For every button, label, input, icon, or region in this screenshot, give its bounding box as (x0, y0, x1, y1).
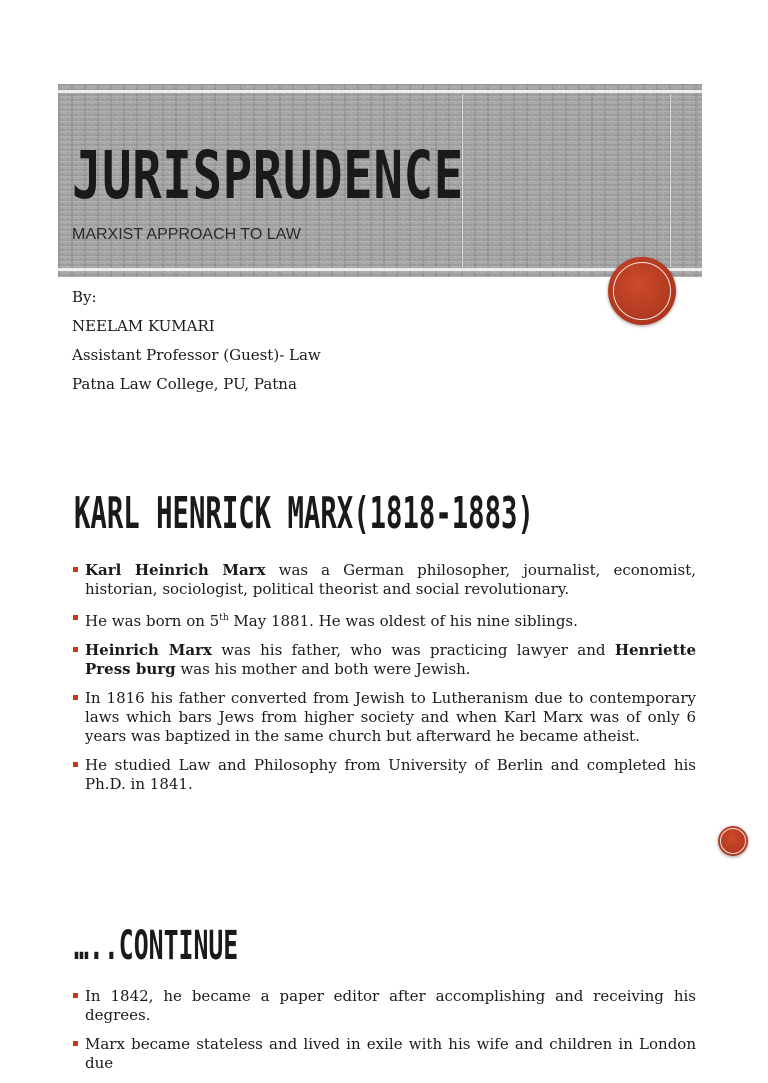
list-item-text: May 1881. He was oldest of his nine siblings. (228, 612, 578, 630)
list-item (72, 756, 696, 794)
banner-stripe-top (58, 90, 702, 93)
slide-title: JURISPRUDENCE (72, 137, 464, 214)
author-by-label: By: (72, 288, 97, 306)
list-item (72, 641, 696, 679)
bullet-list (72, 561, 696, 804)
list-item (72, 1035, 696, 1073)
bold-name: Karl Heinrich Marx (85, 561, 266, 579)
bullet-icon (73, 1041, 78, 1046)
banner-stripe-bottom (58, 268, 702, 271)
bold-name: Heinrich Marx (85, 641, 212, 659)
list-item (72, 561, 696, 599)
list-item (72, 987, 696, 1025)
bullet-icon (73, 647, 78, 652)
list-item-text: Marx became stateless and lived in exile with his wife and children in London due (85, 1035, 696, 1072)
list-item-text: In 1816 his father converted from Jewish to Lutheranism due to contemporary laws which bars Jews from higher society and when Karl Marx was of only 6 years was baptized in the same church but afterward he became atheist. (85, 689, 696, 745)
bullet-icon (73, 762, 78, 767)
bullet-icon (73, 615, 78, 620)
list-item-text: He was born on 5 (85, 612, 220, 630)
list-item (72, 689, 696, 746)
author-block (72, 283, 321, 399)
author-institution: Patna Law College, PU, Patna (72, 375, 297, 393)
list-item-text: In 1842, he became a paper editor after accomplishing and receiving his degrees. (85, 987, 696, 1024)
bold-name: Henriette Press burg (85, 641, 696, 678)
bullet-icon (73, 695, 78, 700)
bullet-icon (73, 567, 78, 572)
author-name: NEELAM KUMARI (72, 317, 215, 335)
list-item-text: was his mother and both were Jewish. (175, 660, 471, 678)
slide-subtitle: MARXIST APPROACH TO LAW (72, 226, 301, 243)
bullet-list (72, 987, 696, 1083)
decorative-circle-icon (718, 826, 748, 856)
section-heading-marx: KARL HENRICK MARX(1818-1883) (74, 488, 534, 539)
banner-divider (670, 94, 671, 267)
superscript: th (219, 613, 229, 623)
section-heading-continue: …..CONTINUE (74, 923, 239, 969)
list-item-text: was his father, who was practicing lawyer and (211, 641, 615, 659)
author-designation: Assistant Professor (Guest)- Law (72, 346, 321, 364)
list-item-text: was a German philosopher, journalist, economist, historian, sociologist, political theorist and social revolutionary. (85, 561, 697, 598)
list-item-text: He studied Law and Philosophy from University of Berlin and completed his Ph.D. in 1841. (85, 756, 696, 793)
bullet-icon (73, 993, 78, 998)
list-item (72, 609, 696, 631)
decorative-circle-icon (608, 257, 676, 325)
